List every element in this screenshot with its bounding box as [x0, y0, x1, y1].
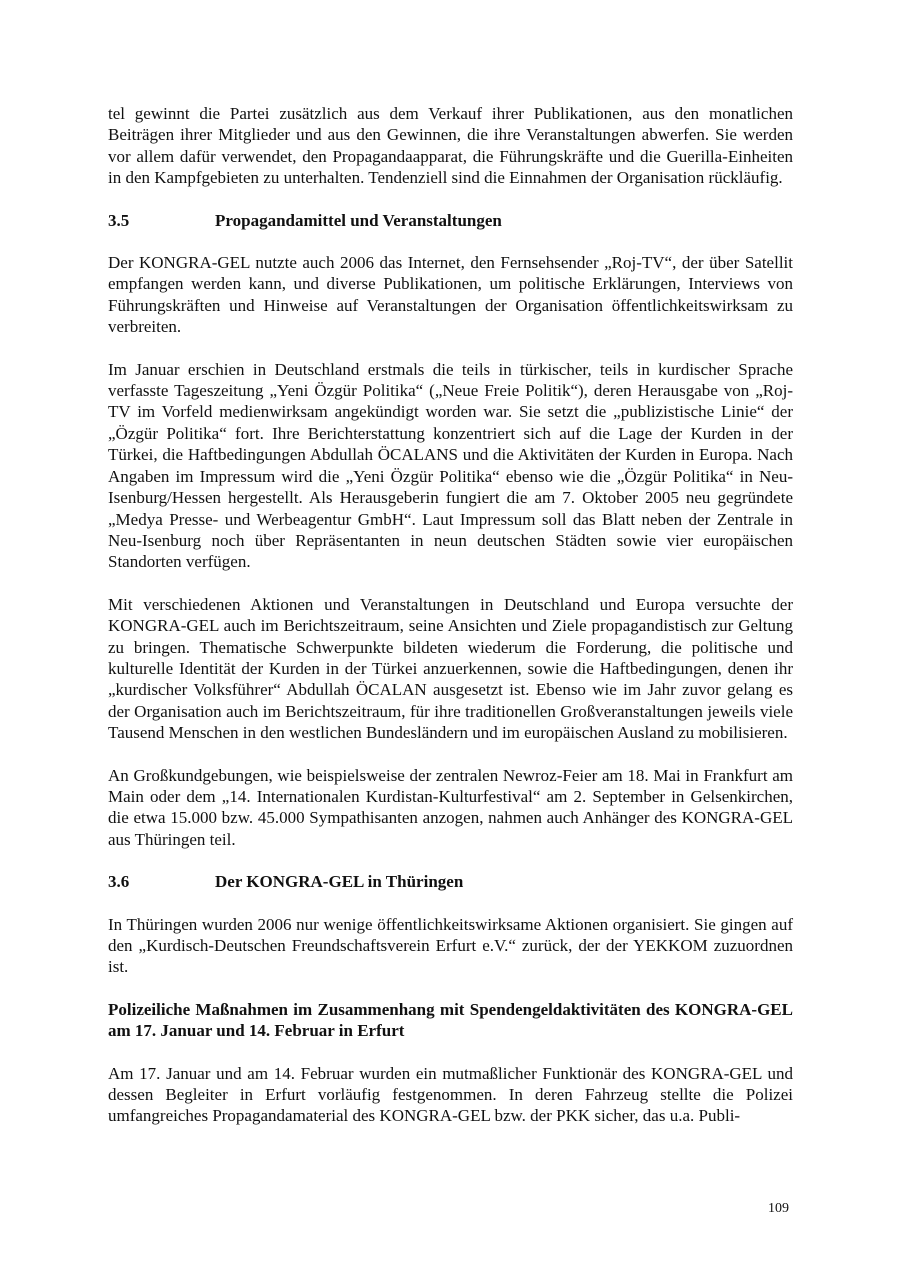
paragraph-media: Der KONGRA-GEL nutzte auch 2006 das Internet, den Fernsehsender „Roj-TV“, der über Satellit empfangen werden kann, und diverse Publikationen, um politische Erklärungen, Interviews von Führungskräften und Hinweise auf Veranstaltungen der Organisation öffentlichkeitswirksam zu verbreiten.	[108, 253, 793, 337]
section-heading-3-5	[108, 210, 793, 231]
document-page	[108, 103, 793, 1127]
section-number: 3.6	[108, 872, 130, 892]
subheading-police-measures: Polizeiliche Maßnahmen im Zusammenhang mit Spendengeldaktivitäten des KONGRA-GEL am 17. Januar und 14. Februar in Erfurt	[108, 999, 793, 1041]
section-number: 3.5	[108, 210, 130, 230]
paragraph-thuringia: In Thüringen wurden 2006 nur wenige öffentlichkeitswirksame Aktionen organisiert. Sie gingen auf den „Kurdisch-Deutschen Freundschaftsverein Erfurt e.V.“ zurück, der der YEKKOM zuzuordnen ist.	[108, 914, 793, 977]
paragraph-newspaper: Im Januar erschien in Deutschland erstmals die teils in türkischer, teils in kurdischer Sprache verfasste Tageszeitung „Yeni Özgür Politika“ („Neue Freie Politik“), deren Herausgabe von „Roj-TV im Vorfeld medienwirksam angekündigt worden war. Sie setzt die „publizistische Linie“ der „Özgür Politika“ fort. Ihre Berichterstattung konzentriert sich auf die Lage der Kurden in der Türkei, die Haftbedingungen Abdullah ÖCALANS und die Aktivitäten der Kurden in Europa. Nach Angaben im Impressum wird die „Yeni Özgür Politika“ ebenso wie die „Özgür Politika“ in Neu-Isenburg/Hessen hergestellt. Als Herausgeberin fungiert die am 7. Oktober 2005 neu gegründete „Medya Presse- und Werbeagentur GmbH“. Laut Impressum soll das Blatt neben der Zentrale in Neu-Isenburg noch über Repräsentanten in neun deutschen Städten sowie vier europäischen Standorten verfügen.	[108, 359, 793, 572]
section-title: Der KONGRA-GEL in Thüringen	[215, 872, 464, 892]
paragraph-rallies: An Großkundgebungen, wie beispielsweise der zentralen Newroz-Feier am 18. Mai in Frankfurt am Main oder dem „14. Internationalen Kurdistan-Kulturfestival“ am 2. September in Gelsenkirchen, die etwa 15.000 bzw. 45.000 Sympathisanten anzogen, nahmen auch Anhänger des KONGRA-GEL aus Thüringen teil.	[108, 765, 793, 849]
page-number: 109	[768, 1201, 789, 1216]
paragraph-arrests: Am 17. Januar und am 14. Februar wurden ein mutmaßlicher Funktionär des KONGRA-GEL und dessen Begleiter in Erfurt vorläufig festgenommen. In deren Fahrzeug stellte die Polizei umfangreiches Propagandamaterial des KONGRA-GEL bzw. der PKK sicher, das u.a. Publi-	[108, 1063, 793, 1126]
section-heading-3-6	[108, 871, 793, 892]
section-title: Propagandamittel und Veranstaltungen	[215, 210, 502, 230]
paragraph-actions: Mit verschiedenen Aktionen und Veranstaltungen in Deutschland und Europa versuchte der KONGRA-GEL auch im Berichtszeitraum, seine Ansichten und Ziele propagandistisch zur Geltung zu bringen. Thematische Schwerpunkte bildeten wiederum die Forderung, die politische und kulturelle Identität der Kurden in der Türkei anzuerkennen, sowie die Haftbedingungen, denen ihr „kurdischer Volksführer“ Abdullah ÖCALAN ausgesetzt ist. Ebenso wie im Jahr zuvor gelang es der Organisation auch im Berichtszeitraum, für ihre traditionellen Großveranstaltungen jeweils viele Tausend Menschen in den westlichen Bundesländern und im europäischen Ausland zu mobilisieren.	[108, 594, 793, 743]
paragraph-intro: tel gewinnt die Partei zusätzlich aus dem Verkauf ihrer Publikationen, aus den monatlichen Beiträgen ihrer Mitglieder und aus den Gewinnen, die ihre Veranstaltungen abwerfen. Sie werden vor allem dafür verwendet, den Propagandaapparat, die Führungskräfte und die Guerilla-Einheiten in den Kampfgebieten zu unterhalten. Tendenziell sind die Einnahmen der Organisation rückläufig.	[108, 104, 793, 188]
